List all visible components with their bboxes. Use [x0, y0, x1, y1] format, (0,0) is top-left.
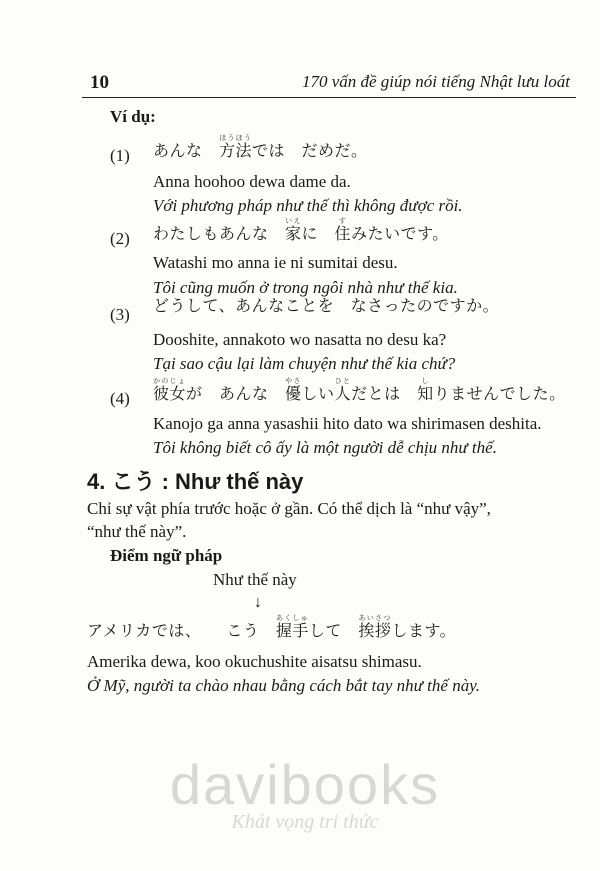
example-1-kana: では だめだ。 — [252, 141, 368, 160]
example-2-romaji: Watashi mo anna ie ni sumitai desu. — [153, 253, 398, 272]
running-title: 170 vấn đề giúp nói tiếng Nhật lưu loát — [301, 72, 570, 91]
example-1-translation: Với phương pháp như thế thì không được rồi. — [153, 196, 463, 215]
examples-label: Ví dụ: — [110, 107, 156, 126]
example-2-furigana: す — [334, 217, 352, 225]
section-kana: します。 — [391, 621, 457, 640]
example-4-romaji: Kanojo ga anna yasashii hito dato wa shirimasen deshita. — [153, 414, 542, 433]
section-translation: Ở Mỹ, người ta chào nhau bằng cách bắt tay như thế này. — [87, 676, 481, 695]
example-1-romaji: Anna hoohoo dewa dame da. — [153, 172, 351, 191]
example-4-kanji: 知し — [417, 377, 434, 403]
example-4-furigana: し — [417, 377, 434, 385]
example-4-furigana: ひと — [334, 377, 352, 385]
example-2-kana: みたいです。 — [351, 224, 449, 243]
example-4-translation: Tôi không biết cô ấy là một người dễ chịu như thế. — [153, 438, 497, 457]
watermark — [140, 752, 470, 834]
example-3-romaji: Dooshite, annakoto wo nasatta no desu ka? — [153, 330, 447, 349]
section-heading: 4. こう : Như thế này — [87, 469, 304, 494]
page-header — [82, 68, 570, 94]
section-furigana: あくしゅ — [275, 614, 309, 622]
section-japanese — [87, 614, 456, 641]
grammar-arrow: ↓ — [254, 594, 262, 611]
section-romaji: Amerika dewa, koo okuchushite aisatsu shimasu. — [87, 652, 422, 671]
example-2-kana: わたしもあんな — [153, 224, 286, 243]
example-4-kanji: 彼女かのじょ — [153, 377, 187, 403]
example-4-kana: りませんでした。 — [433, 384, 566, 403]
section-kanji: 握手あくしゅ — [275, 614, 309, 640]
section-description-line-2: “như thế này”. — [87, 522, 187, 541]
example-4-furigana: やさ — [285, 377, 302, 385]
example-3-translation: Tại sao cậu lại làm chuyện như thế kia chứ? — [153, 354, 456, 373]
section-kana: して — [308, 621, 359, 640]
example-1-kana: あんな — [153, 141, 220, 160]
example-2-japanese — [153, 217, 449, 244]
example-1-number: (1) — [110, 146, 130, 165]
watermark-slogan: Khát vọng tri thức — [231, 811, 379, 833]
example-2-kanji: 家いえ — [285, 217, 302, 243]
example-1-kanji: 方法ほうほう — [219, 134, 253, 160]
example-3-kana: どうして、あんなことを なさったのですか。 — [153, 296, 500, 315]
example-2-kana: に — [301, 224, 335, 243]
header-rule — [82, 97, 576, 98]
example-3-number: (3) — [110, 305, 130, 324]
page-number: 10 — [90, 72, 109, 93]
example-2-furigana: いえ — [285, 217, 302, 225]
grammar-point-label: Điểm ngữ pháp — [110, 546, 223, 565]
section-kanji: 挨拶あいさつ — [358, 614, 392, 640]
example-4-kanji: 人ひと — [334, 377, 352, 403]
example-3-japanese — [153, 293, 499, 316]
example-1-furigana: ほうほう — [219, 134, 253, 142]
example-2-kanji: 住す — [334, 217, 352, 243]
example-2-translation: Tôi cũng muốn ở trong ngôi nhà như thế kia. — [153, 278, 458, 297]
example-4-kana: しい — [301, 384, 335, 403]
example-4-kana: だとは — [351, 384, 418, 403]
section-furigana: あいさつ — [358, 614, 392, 622]
example-4-number: (4) — [110, 389, 130, 408]
section-description-line-1: Chỉ sự vật phía trước hoặc ở gần. Có thể dịch là “như vậy”, — [87, 499, 491, 518]
example-4-kanji: 優やさ — [285, 377, 302, 403]
example-4-kana: が あんな — [186, 384, 286, 403]
example-2-number: (2) — [110, 229, 130, 248]
example-4-japanese — [153, 377, 566, 404]
example-4-furigana: かのじょ — [153, 377, 187, 385]
watermark-brand: davibooks — [169, 753, 441, 816]
section-kana: アメリカでは、 こう — [87, 621, 276, 640]
example-1-japanese — [153, 134, 368, 161]
grammar-note: Như thế này — [213, 570, 297, 589]
